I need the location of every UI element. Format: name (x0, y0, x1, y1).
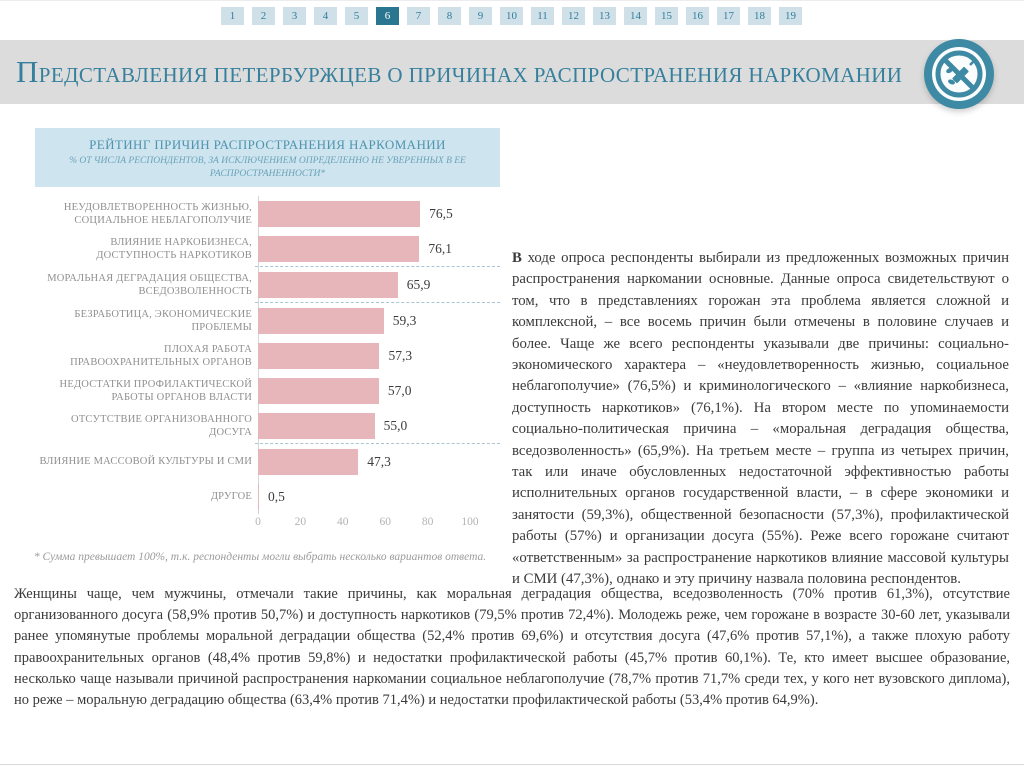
axis-tick-label: 40 (337, 516, 349, 528)
value-label: 57,3 (388, 347, 413, 363)
demographics-paragraph: Женщины чаще, чем мужчины, отмечали такие причины, как моральная деградация общества, вседозволенность (70% против 61,3%), отсутствие организованного досуга (58,9% против 50,7%) и доступность наркотиков (79,5% против 72,4%). Молодежь реже, чем горожане в возрасте 30-60 лет, указывали ранее упомянутые проблемы моральной деградации общества (52,4% против 69,6%) и отсутствия досуга (47,6% против 57,1%), а также плохую работу правоохранительных органов (48,4% против 59,8%) и недостатки профилактической работы (45,7% против 60,1%). Те, кто имеет высшее образование, несколько чаще называли причиной распространения наркомании социальное неблагополучие (78,7% против 71,7% среди тех, у кого нет вузовского диплома), но реже – моральную деградацию общества (63,4% против 71,4%) и недостатки профилактической работы (53,4% против 64,9%). (14, 586, 1010, 709)
axis-tick-label: 60 (379, 516, 391, 528)
chart-footnote: * Сумма превышает 100%, т.к. респонденты могли выбрать несколько вариантов ответа. (33, 551, 487, 563)
bar (258, 449, 358, 475)
chart-row (35, 408, 500, 443)
category-label: МОРАЛЬНАЯ ДЕГРАДАЦИЯ ОБЩЕСТВА, ВСЕДОЗВОЛЕННОСТЬ (47, 272, 252, 297)
page-button-6[interactable]: 6 (376, 7, 399, 25)
page-button-14[interactable]: 14 (624, 7, 647, 25)
chart-row (35, 373, 500, 408)
value-label: 47,3 (367, 453, 391, 469)
page-button-11[interactable]: 11 (531, 7, 554, 25)
axis-tick-label: 100 (461, 516, 479, 528)
category-label: НЕУДОВЛЕТВОРЕННОСТЬ ЖИЗНЬЮ, СОЦИАЛЬНОЕ НЕБЛАГОПОЛУЧИЕ (63, 201, 252, 226)
category-label: ПЛОХАЯ РАБОТА ПРАВООХРАНИТЕЛЬНЫХ ОРГАНОВ (70, 343, 252, 368)
category-label: ДРУГОЕ (210, 491, 252, 502)
chart-row (35, 479, 500, 514)
axis-tick-label: 0 (255, 516, 261, 528)
page-button-1[interactable]: 1 (221, 7, 244, 25)
category-label: БЕЗРАБОТИЦА, ЭКОНОМИЧЕСКИЕ ПРОБЛЕМЫ (74, 308, 252, 333)
axis-tick-label: 80 (421, 516, 434, 528)
value-label: 76,5 (429, 205, 453, 221)
chart-row (35, 231, 500, 266)
chart-row (35, 338, 500, 373)
slide-top-edge (0, 0, 1024, 1)
page-button-10[interactable]: 10 (500, 7, 523, 25)
page-button-12[interactable]: 12 (562, 7, 585, 25)
page-button-2[interactable]: 2 (252, 7, 275, 25)
category-label: ВЛИЯНИЕ НАРКОБИЗНЕСА, ДОСТУПНОСТЬ НАРКОТИКОВ (96, 236, 252, 261)
bar (258, 236, 419, 262)
title-drop-cap: П (16, 54, 39, 89)
page-button-13[interactable]: 13 (593, 7, 616, 25)
value-label: 55,0 (383, 417, 408, 433)
chart-row (35, 267, 500, 302)
value-label: 57,0 (387, 382, 412, 398)
chart-title: РЕЙТИНГ ПРИЧИН РАСПРОСТРАНЕНИЯ НАРКОМАНИИ (89, 137, 446, 152)
bar (258, 272, 398, 298)
category-label: ОТСУТСТВИЕ ОРГАНИЗОВАННОГО ДОСУГА (71, 413, 252, 438)
bar (258, 378, 379, 404)
page-navigation (221, 7, 802, 25)
paragraph-lead-letter: В (512, 250, 522, 266)
no-drugs-icon (921, 36, 997, 112)
page-button-16[interactable]: 16 (686, 7, 709, 25)
x-axis (255, 516, 508, 532)
chart-row (35, 444, 500, 479)
value-label: 59,3 (392, 312, 417, 328)
page-button-19[interactable]: 19 (779, 7, 802, 25)
page-button-17[interactable]: 17 (717, 7, 740, 25)
value-label: 65,9 (406, 276, 431, 292)
value-label: 0,5 (268, 488, 285, 504)
page-button-18[interactable]: 18 (748, 7, 771, 25)
page-button-9[interactable]: 9 (469, 7, 492, 25)
page-button-3[interactable]: 3 (283, 7, 306, 25)
page-title (16, 54, 902, 90)
page-button-8[interactable]: 8 (438, 7, 461, 25)
bar (258, 413, 375, 439)
bar (258, 343, 379, 369)
page-button-7[interactable]: 7 (407, 7, 430, 25)
slide-bottom-edge (0, 764, 1024, 765)
page-button-5[interactable]: 5 (345, 7, 368, 25)
chart-row (35, 303, 500, 338)
chart-row (35, 196, 500, 231)
paragraph-text: ходе опроса респонденты выбирали из предложенных возможных причин распространения наркомании основные. Данные опроса свидетельствуют о том, что в представлениях горожан эта проблема является сложной и комплексной, – все восемь причин были отмечены в половине случаев и более. Чаще же всего респонденты указывали две причины: социально-экономического характера – «неудовлетворенность жизнью, социальное неблагополучие» (76,5%) и криминологического – «влияние наркобизнеса, доступность наркотиков» (76,1%). На втором месте по упоминаемости социально-политическая причина – «моральная деградация общества, вседозволенность» (65,9%). На третьем месте – группа из четырех причин, так или иначе обусловленных недостаточной эффективностью работы исполнительных органов государственной власти, – в сфере экономики и занятости (59,3%), общественной безопасности (57,3%), профилактической работы (57%) и организации досуга (55%). Реже всего горожане считают «ответственным» за распространение наркотиков влияние массовой культуры и СМИ (47,3%), однако и эту причину назвала половина респондентов. (512, 250, 1009, 588)
bar (258, 201, 420, 227)
value-label: 76,1 (428, 240, 452, 256)
analysis-paragraph (512, 248, 1009, 591)
title-bar (0, 40, 1024, 104)
page-button-4[interactable]: 4 (314, 7, 337, 25)
page-button-15[interactable]: 15 (655, 7, 678, 25)
chart-subtitle: % ОТ ЧИСЛА РЕСПОНДЕНТОВ, ЗА ИСКЛЮЧЕНИЕМ ОПРЕДЕЛЕННО НЕ УВЕРЕННЫХ В ЕЕ РАСПРОСТРАНЕННОСТИ* (69, 156, 466, 180)
chart-header (35, 128, 500, 187)
axis-tick-label: 20 (294, 516, 307, 528)
category-label: ВЛИЯНИЕ МАССОВОЙ КУЛЬТУРЫ И СМИ (39, 456, 252, 467)
causes-rating-chart (35, 196, 500, 514)
category-label: НЕДОСТАТКИ ПРОФИЛАКТИЧЕСКОЙ РАБОТЫ ОРГАНОВ ВЛАСТИ (59, 378, 252, 403)
bar (258, 308, 384, 334)
bar (258, 484, 259, 510)
title-text: РЕДСТАВЛЕНИЯ ПЕТЕРБУРЖЦЕВ О ПРИЧИНАХ РАСПРОСТРАНЕНИЯ НАРКОМАНИИ (38, 63, 903, 87)
